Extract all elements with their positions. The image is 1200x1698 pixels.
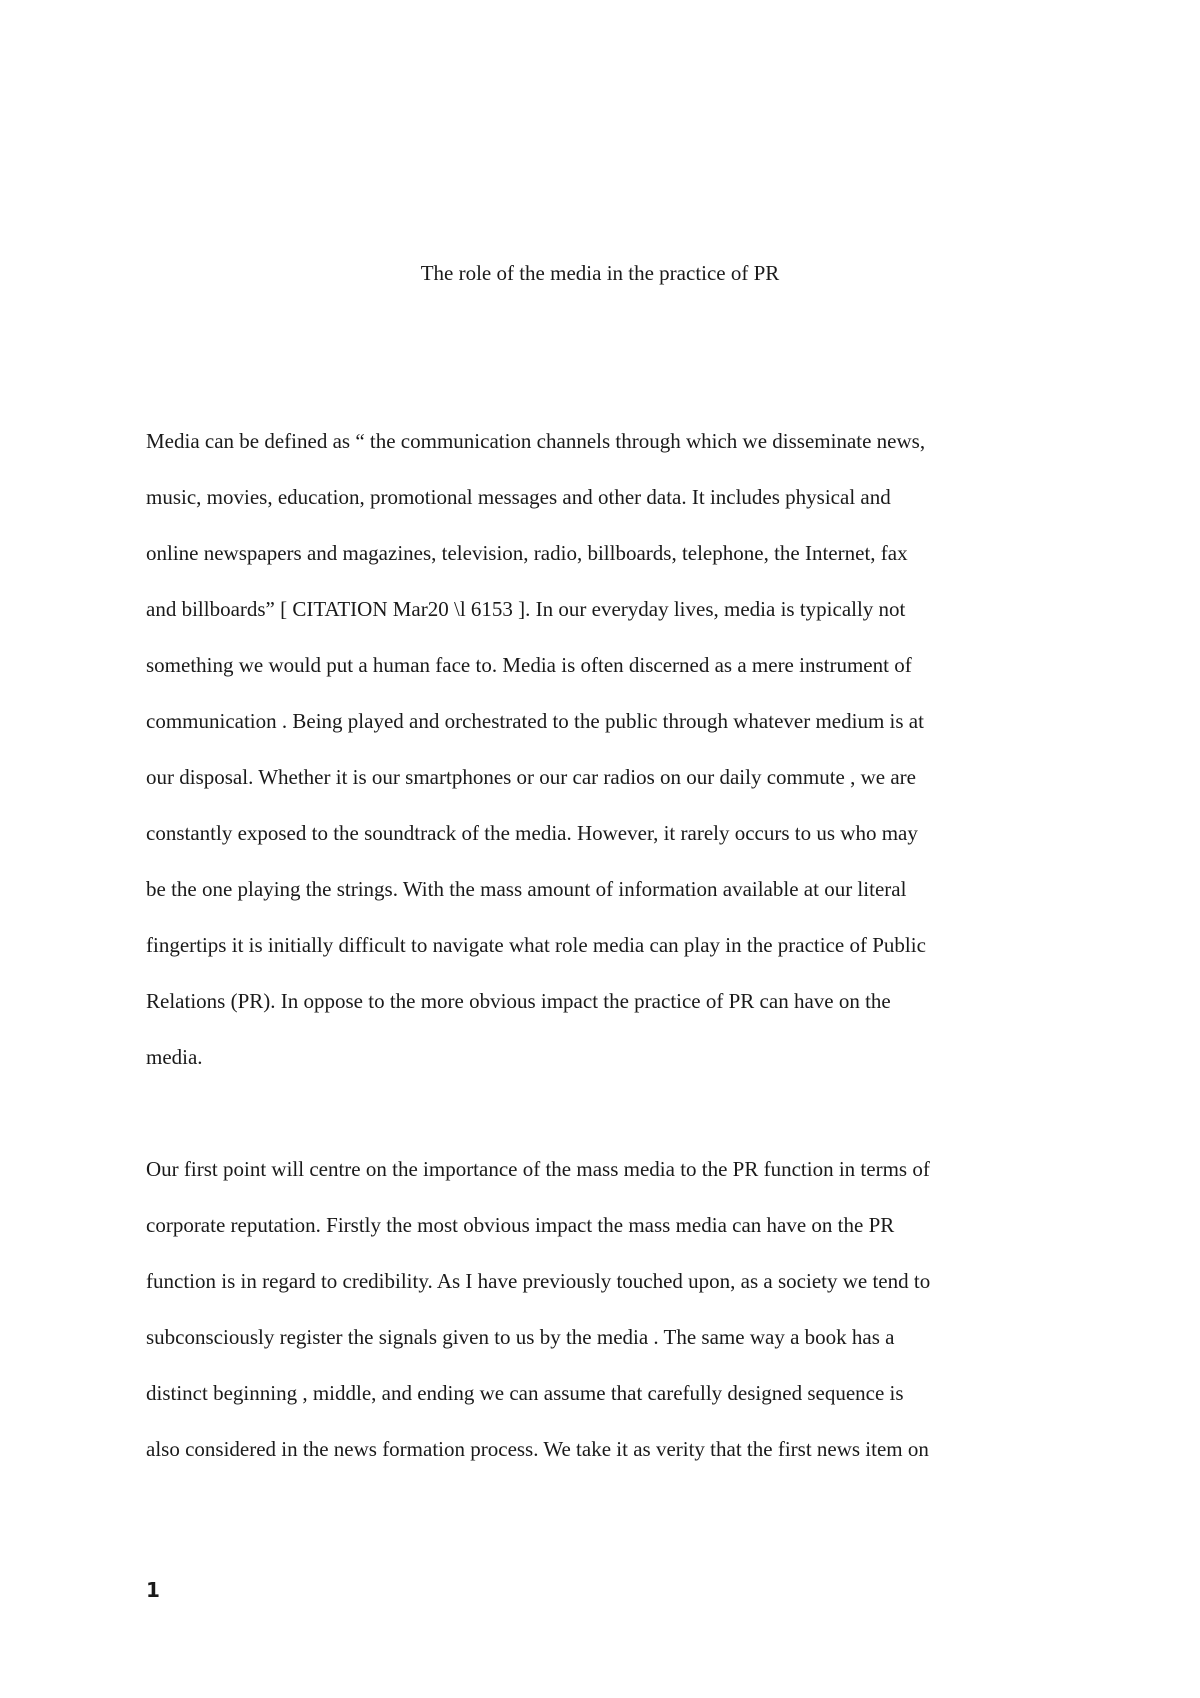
paragraph-line: music, movies, education, promotional messages and other data. It includes physical and <box>146 485 891 509</box>
page-number: 1 <box>146 1578 160 1602</box>
paragraph-line: Relations (PR). In oppose to the more obvious impact the practice of PR can have on the <box>146 989 891 1013</box>
paragraph-line: subconsciously register the signals given to us by the media . The same way a book has a <box>146 1325 895 1349</box>
paragraph-line: fingertips it is initially difficult to navigate what role media can play in the practice of Public <box>146 933 926 957</box>
paragraph-line: and billboards” [ CITATION Mar20 \l 6153 ]. In our everyday lives, media is typically not <box>146 597 906 621</box>
paragraph-2 <box>146 1141 1076 1477</box>
paragraph-line: distinct beginning , middle, and ending we can assume that carefully designed sequence is <box>146 1381 904 1405</box>
paragraph-line: communication . Being played and orchestrated to the public through whatever medium is at <box>146 709 924 733</box>
paragraph-line: something we would put a human face to. Media is often discerned as a mere instrument of <box>146 653 912 677</box>
paragraph-line: Our first point will centre on the importance of the mass media to the PR function in terms of <box>146 1157 930 1181</box>
paragraph-line: media. <box>146 1045 203 1069</box>
document-title: The role of the media in the practice of PR <box>420 261 780 285</box>
paragraph-line: function is in regard to credibility. As I have previously touched upon, as a society we tend to <box>146 1269 931 1293</box>
paragraph-line: Media can be defined as “ the communication channels through which we disseminate news, <box>146 429 926 453</box>
paragraph-line: our disposal. Whether it is our smartphones or our car radios on our daily commute , we are <box>146 765 916 789</box>
paragraph-line: corporate reputation. Firstly the most obvious impact the mass media can have on the PR <box>146 1213 895 1237</box>
paragraph-line: be the one playing the strings. With the mass amount of information available at our literal <box>146 877 907 901</box>
paragraph-line: constantly exposed to the soundtrack of the media. However, it rarely occurs to us who may <box>146 821 918 845</box>
paragraph-line: also considered in the news formation process. We take it as verity that the first news item on <box>146 1437 929 1461</box>
paragraph-line: online newspapers and magazines, television, radio, billboards, telephone, the Internet, fax <box>146 541 908 565</box>
paragraph-1 <box>146 413 1076 1085</box>
